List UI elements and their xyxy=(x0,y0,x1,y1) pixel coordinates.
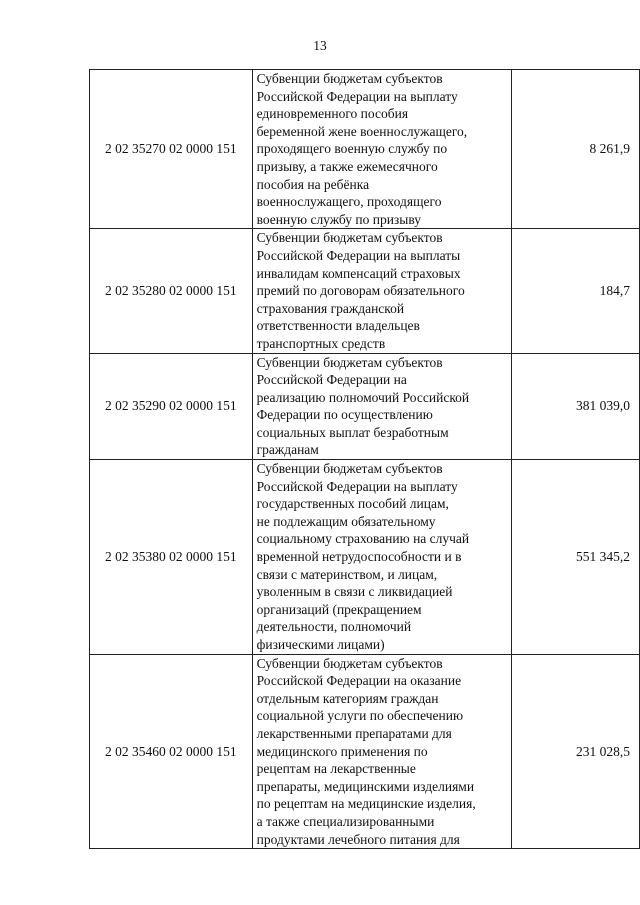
description-cell xyxy=(252,229,511,353)
budget-code-cell: 2 02 35380 02 0000 151 xyxy=(90,460,253,655)
table-row xyxy=(90,460,640,655)
table-row xyxy=(90,654,640,849)
description-text: Субвенции бюджетам субъектов Российской Федерации на оказание отдельным категориям граждан социальной услуги по обеспечению лекарственными препаратами для медицинского применения по рецептам на лекарственные препараты, медицинскими изделиями по рецептам на медицинские изделия, а также специализированными продуктами лечебного питания для xyxy=(256,655,476,847)
table-row xyxy=(90,229,640,353)
amount-cell: 8 261,9 xyxy=(511,70,639,229)
amount-cell: 231 028,5 xyxy=(511,654,639,849)
amount-cell: 551 345,2 xyxy=(511,460,639,655)
budget-code-cell: 2 02 35280 02 0000 151 xyxy=(90,229,253,353)
amount-cell: 381 039,0 xyxy=(511,353,639,460)
description-text: Субвенции бюджетам субъектов Российской Федерации на выплату государственных пособий лицам, не подлежащим обязательному социальному страхованию на случай временной нетрудоспособности и в связи с материнством, и лицам, уволенным в связи с ликвидацией организаций (прекращением деятельности, полномочий физическими лицами) xyxy=(256,461,470,652)
budget-code-cell: 2 02 35290 02 0000 151 xyxy=(90,353,253,460)
page-number: 13 xyxy=(313,38,327,53)
budget-code-cell: 2 02 35270 02 0000 151 xyxy=(90,70,253,229)
description-cell xyxy=(252,353,511,460)
table-row xyxy=(90,353,640,460)
budget-code-cell: 2 02 35460 02 0000 151 xyxy=(90,654,253,849)
description-text: Субвенции бюджетам субъектов Российской Федерации на выплаты инвалидам компенсаций страховых премий по договорам обязательного страхования гражданской ответственности владельцев транспортных средств xyxy=(256,230,465,351)
amount-cell: 184,7 xyxy=(511,229,639,353)
budget-table xyxy=(89,69,640,849)
description-cell xyxy=(252,654,511,849)
description-cell xyxy=(252,70,511,229)
description-text: Субвенции бюджетам субъектов Российской Федерации на реализацию полномочий Российской Федерации по осуществлению социальных выплат безработным гражданам xyxy=(256,354,470,458)
table-row xyxy=(90,70,640,229)
description-text: Субвенции бюджетам субъектов Российской Федерации на выплату единовременного пособия беременной жене военнослужащего, проходящего военную службу по призыву, а также ежемесячного пособия на ребёнка военнослужащего, проходящего военную службу по призыву xyxy=(256,71,468,227)
description-cell xyxy=(252,460,511,655)
